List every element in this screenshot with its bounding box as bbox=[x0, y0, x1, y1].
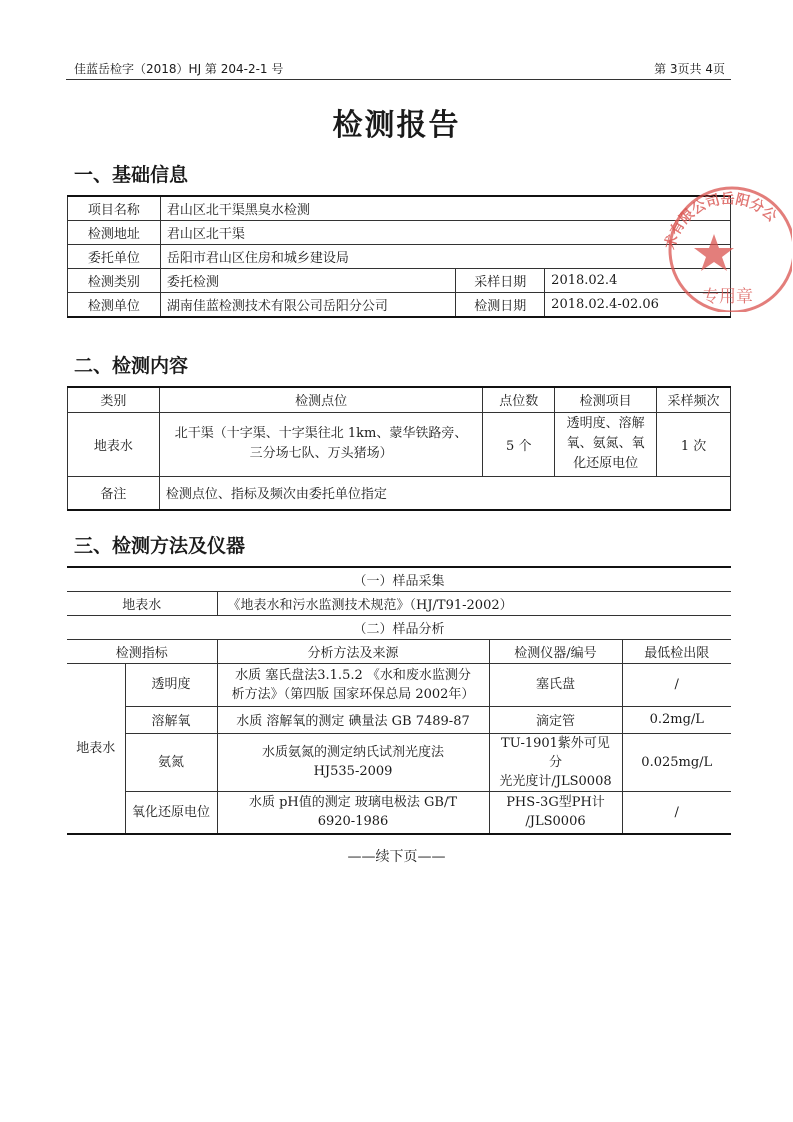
address-label: 检测地址 bbox=[68, 221, 161, 245]
row-items: 透明度、溶解 氧、氨氮、氧 化还原电位 bbox=[555, 412, 657, 476]
sub-heading-sampling: （一）样品采集 bbox=[67, 567, 731, 591]
company-seal bbox=[652, 172, 792, 312]
index-orp: 氧化还原电位 bbox=[125, 791, 217, 834]
continue-note: ——续下页—— bbox=[347, 849, 446, 865]
analysis-category: 地表水 bbox=[67, 663, 125, 834]
report-title: 检测报告 bbox=[332, 108, 461, 143]
section3-heading: 三、检测方法及仪器 bbox=[74, 535, 246, 557]
seal-label: 专用章 bbox=[702, 287, 753, 307]
unit-label: 检测单位 bbox=[68, 293, 161, 318]
section2-heading: 二、检测内容 bbox=[74, 355, 189, 377]
instrument-orp: PHS-3G型PH计 /JLS0006 bbox=[489, 791, 622, 834]
limit-ammonia: 0.025mg/L bbox=[622, 733, 731, 791]
project-value: 君山区北干渠黑臭水检测 bbox=[160, 196, 730, 221]
instrument-dissolved-oxygen: 滴定管 bbox=[489, 706, 622, 733]
seal-ring-text: 术有限公司岳阳分公 bbox=[662, 191, 780, 252]
limit-orp: / bbox=[622, 791, 731, 834]
client-value: 岳阳市君山区住房和城乡建设局 bbox=[160, 245, 730, 269]
method-ammonia: 水质氨氮的测定纳氏试剂光度法 HJ535-2009 bbox=[217, 733, 489, 791]
doc-number: 佳蓝岳检字（2018）HJ 第 204-2-1 号 bbox=[74, 62, 284, 76]
method-transparency: 水质 塞氏盘法3.1.5.2 《水和废水监测分 析方法》（第四版 国家环保总局 2002年） bbox=[217, 663, 489, 706]
header-frequency: 采样频次 bbox=[657, 387, 731, 412]
sub-heading-analysis: （二）样品分析 bbox=[67, 615, 731, 639]
header-rule bbox=[66, 79, 731, 80]
basic-info-table bbox=[67, 195, 731, 318]
remark-label: 备注 bbox=[68, 476, 160, 510]
instrument-transparency: 塞氏盘 bbox=[489, 663, 622, 706]
test-content-table bbox=[67, 386, 731, 511]
test-date-label: 检测日期 bbox=[456, 293, 545, 318]
header-method: 分析方法及来源 bbox=[217, 639, 489, 663]
limit-dissolved-oxygen: 0.2mg/L bbox=[622, 706, 731, 733]
address-value: 君山区北干渠 bbox=[160, 221, 730, 245]
methods-table bbox=[67, 566, 731, 835]
index-ammonia: 氨氮 bbox=[125, 733, 217, 791]
project-label: 项目名称 bbox=[68, 196, 161, 221]
row-frequency: 1 次 bbox=[657, 412, 731, 476]
unit-value: 湖南佳蓝检测技术有限公司岳阳分公司 bbox=[160, 293, 455, 318]
row-points: 北干渠（十字渠、十字渠往北 1km、蒙华铁路旁、 三分场七队、万头猪场） bbox=[159, 412, 482, 476]
method-dissolved-oxygen: 水质 溶解氧的测定 碘量法 GB 7489-87 bbox=[217, 706, 489, 733]
index-dissolved-oxygen: 溶解氧 bbox=[125, 706, 217, 733]
remark-value: 检测点位、指标及频次由委托单位指定 bbox=[159, 476, 730, 510]
method-orp: 水质 pH值的测定 玻璃电极法 GB/T 6920-1986 bbox=[217, 791, 489, 834]
sampling-standard: 《地表水和污水监测技术规范》（HJ/T91-2002） bbox=[217, 591, 731, 615]
instrument-ammonia: TU-1901紫外可见分 光光度计/JLS0008 bbox=[489, 733, 622, 791]
type-value: 委托检测 bbox=[160, 269, 455, 293]
header-count: 点位数 bbox=[483, 387, 555, 412]
header-index: 检测指标 bbox=[67, 639, 217, 663]
row-count: 5 个 bbox=[483, 412, 555, 476]
section1-heading: 一、基础信息 bbox=[74, 164, 189, 186]
index-transparency: 透明度 bbox=[125, 663, 217, 706]
sample-date-label: 采样日期 bbox=[456, 269, 545, 293]
sample-date-value: 2018.02.4 bbox=[545, 269, 731, 293]
row-category: 地表水 bbox=[68, 412, 160, 476]
seal-star-icon bbox=[694, 234, 734, 271]
type-label: 检测类别 bbox=[68, 269, 161, 293]
limit-transparency: / bbox=[622, 663, 731, 706]
page-number: 第 3页共 4页 bbox=[654, 62, 725, 76]
header-category: 类别 bbox=[68, 387, 160, 412]
svg-text:术有限公司岳阳分公 bbox=[661, 190, 780, 252]
header-points: 检测点位 bbox=[159, 387, 482, 412]
header-instrument: 检测仪器/编号 bbox=[489, 639, 622, 663]
sampling-category: 地表水 bbox=[67, 591, 217, 615]
test-date-value: 2018.02.4-02.06 bbox=[545, 293, 731, 318]
header-limit: 最低检出限 bbox=[622, 639, 731, 663]
client-label: 委托单位 bbox=[68, 245, 161, 269]
header-items: 检测项目 bbox=[555, 387, 657, 412]
